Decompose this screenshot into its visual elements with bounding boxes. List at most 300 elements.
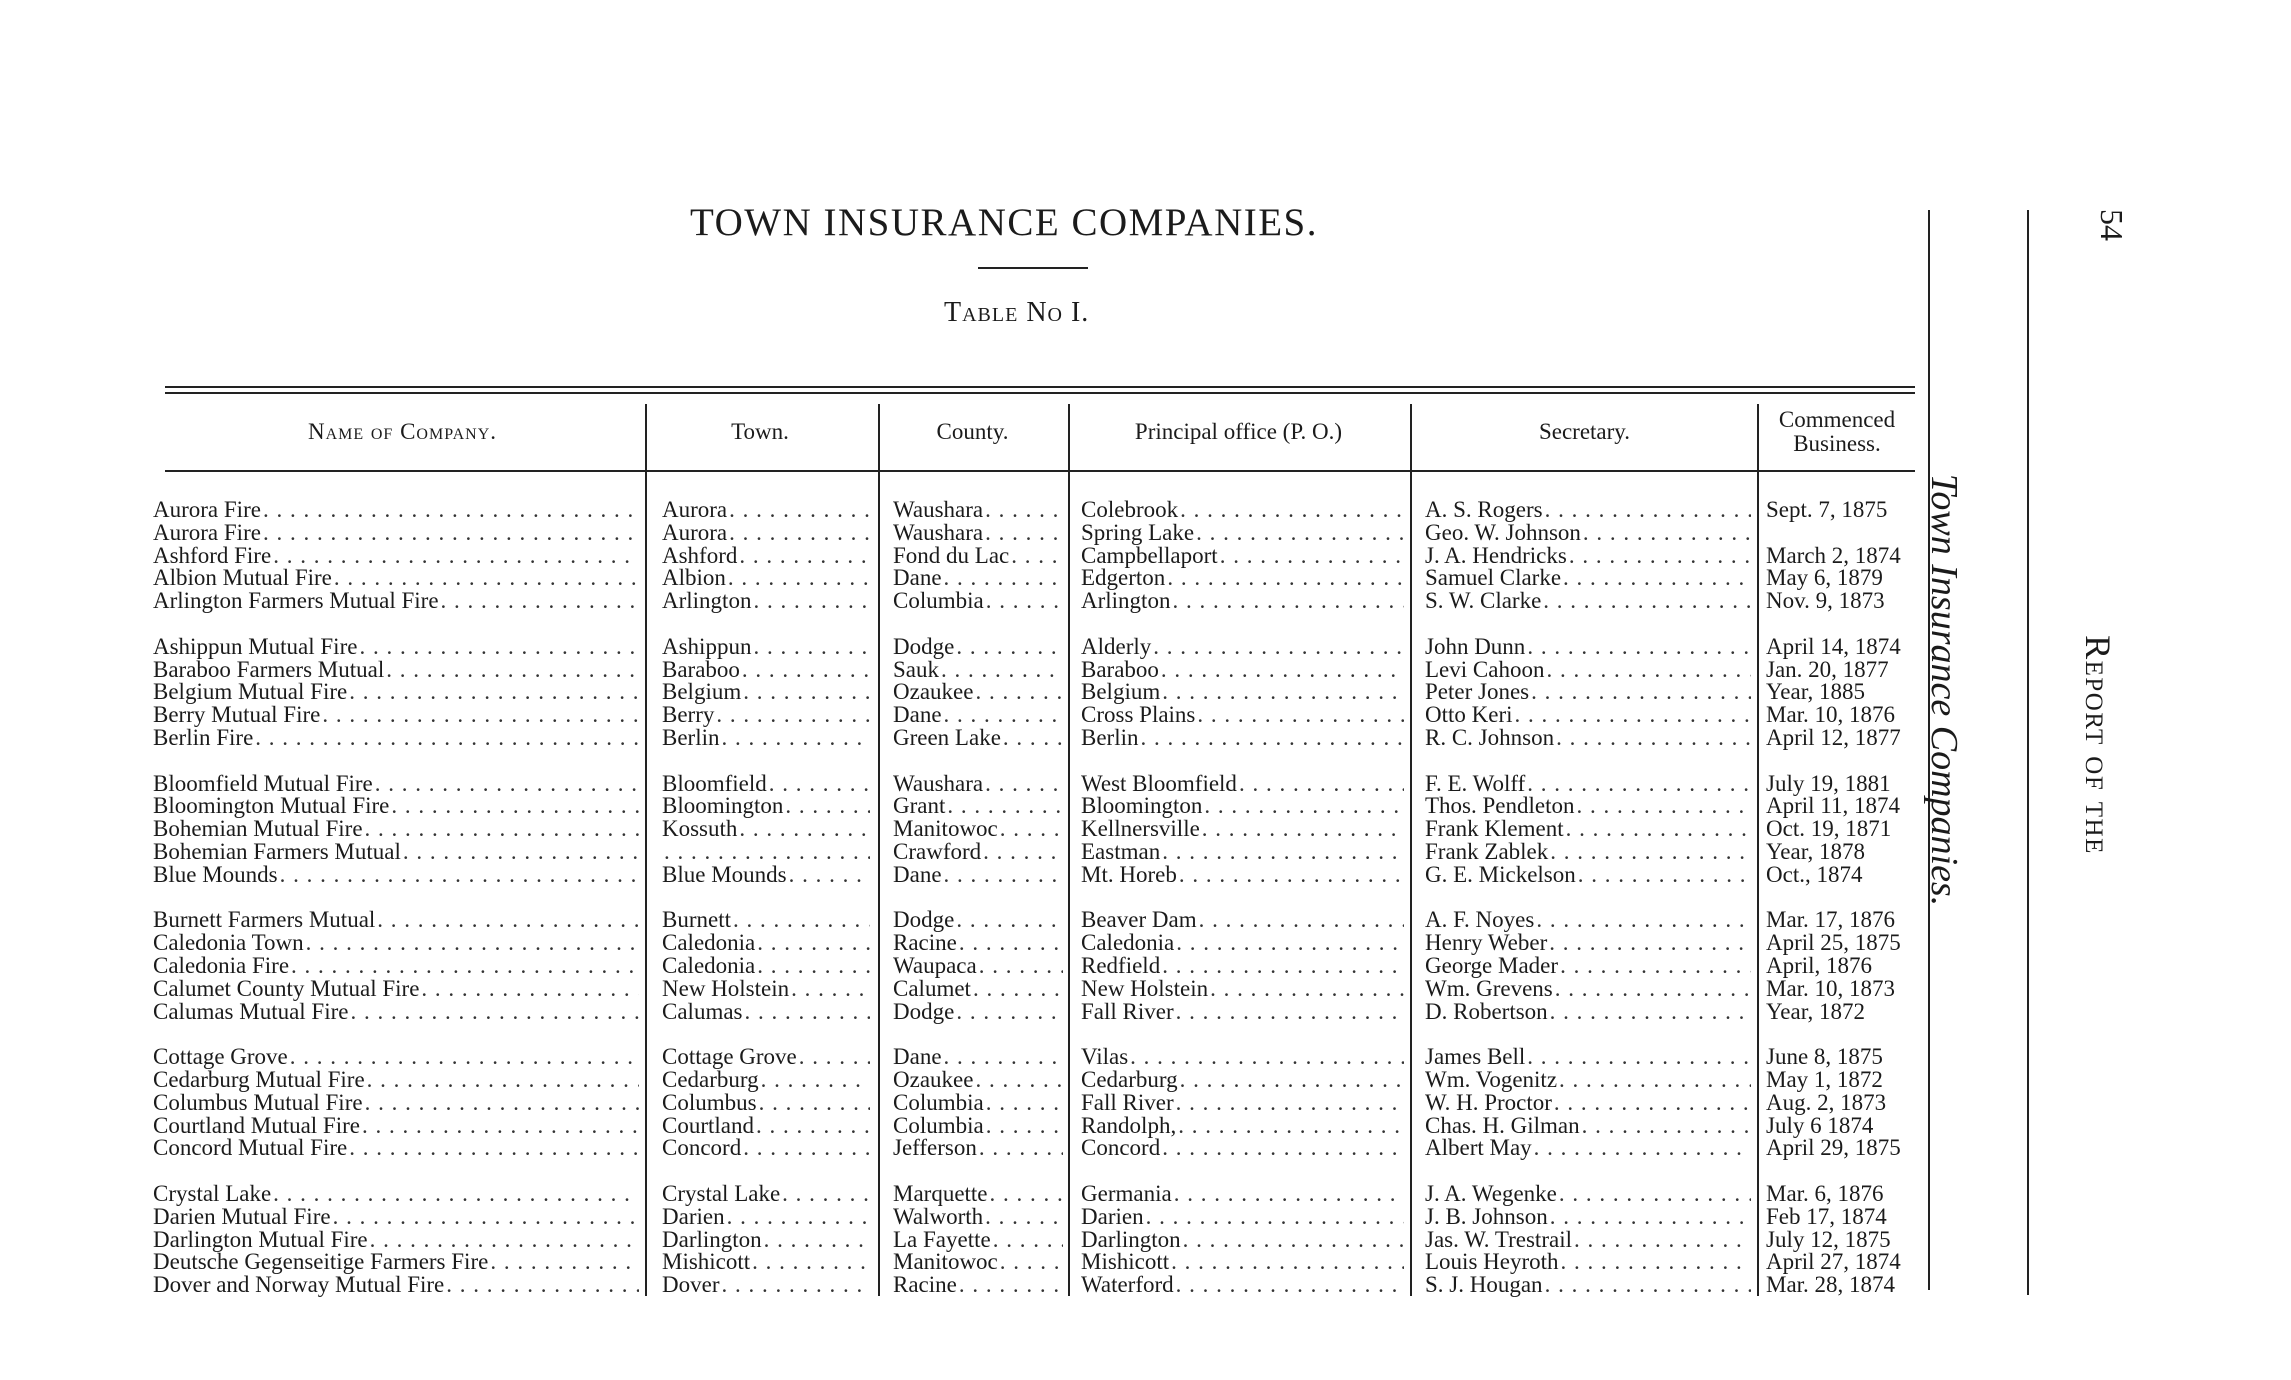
cell-commenced: April 14, 1874 xyxy=(1766,633,1901,659)
dot-leader xyxy=(362,1114,639,1137)
header-county: County. xyxy=(936,419,1009,444)
cell-text: Vilas xyxy=(1081,1044,1129,1070)
cell-text: W. H. Proctor xyxy=(1425,1089,1552,1115)
cell-name xyxy=(153,863,641,886)
cell-office xyxy=(1081,931,1406,954)
cell-text: Cottage Grove xyxy=(662,1044,797,1070)
dot-leader xyxy=(377,908,639,931)
cell-county xyxy=(893,680,1065,703)
cell-text: Blue Mounds xyxy=(153,861,278,887)
dot-leader xyxy=(1527,1045,1751,1068)
cell-text: Berry xyxy=(662,702,715,728)
dot-leader xyxy=(350,1000,639,1023)
dot-leader xyxy=(1172,589,1404,612)
cell-secretary xyxy=(1425,954,1753,977)
cell-office xyxy=(1081,726,1406,749)
cell-town xyxy=(662,1182,872,1205)
dot-leader xyxy=(716,703,870,726)
cell-text: Aurora Fire xyxy=(153,497,261,522)
dot-leader xyxy=(733,908,870,931)
cell-commenced: Feb 17, 1874 xyxy=(1766,1203,1887,1229)
cell-office xyxy=(1081,1205,1406,1228)
cell-name xyxy=(153,817,641,840)
dot-leader xyxy=(1546,658,1751,681)
cell-commenced: Year, 1872 xyxy=(1766,998,1865,1024)
cell-text: Darlington xyxy=(662,1226,762,1252)
cell-town xyxy=(662,658,872,681)
dot-leader xyxy=(1545,498,1751,521)
cell-office xyxy=(1081,1114,1406,1137)
cell-town xyxy=(662,544,872,567)
cell-commenced: May 1, 1872 xyxy=(1766,1067,1883,1092)
cell-text: Louis Heyroth xyxy=(1425,1249,1559,1275)
cell-office xyxy=(1081,589,1406,612)
cell-county xyxy=(893,931,1065,954)
cell-commenced: April 25, 1875 xyxy=(1766,930,1901,956)
header-commenced: Commenced Business. xyxy=(1778,407,1896,456)
dot-leader xyxy=(956,635,1063,658)
cell-text: Waterford xyxy=(1081,1272,1174,1298)
cell-text: Courtland xyxy=(662,1112,754,1138)
running-head: Report of the xyxy=(2078,635,2118,855)
dot-leader xyxy=(975,1068,1063,1091)
dot-leader xyxy=(403,840,639,863)
cell-secretary xyxy=(1425,1091,1753,1114)
dot-leader xyxy=(769,772,870,795)
dot-leader xyxy=(1536,908,1751,931)
cell-text: S. W. Clarke xyxy=(1425,588,1542,614)
cell-text: Darlington Mutual Fire xyxy=(153,1226,368,1252)
cell-commenced: April 29, 1875 xyxy=(1766,1135,1901,1161)
cell-commenced: April 27, 1874 xyxy=(1766,1249,1901,1275)
cell-text: New Holstein xyxy=(662,975,790,1001)
cell-county xyxy=(893,840,1065,863)
dot-leader xyxy=(1569,544,1751,567)
dot-leader xyxy=(1162,1136,1404,1159)
cell-town xyxy=(662,589,872,612)
dot-leader xyxy=(764,1228,870,1251)
dot-leader xyxy=(944,863,1063,886)
dot-leader xyxy=(1000,817,1063,840)
cell-text: Henry Weber xyxy=(1425,930,1548,956)
cell-town xyxy=(662,1114,872,1137)
cell-text: Dane xyxy=(893,565,942,591)
dot-leader xyxy=(944,1045,1063,1068)
cell-county xyxy=(893,1273,1065,1296)
cell-text: F. E. Wolff xyxy=(1425,770,1526,796)
dot-leader xyxy=(1176,931,1404,954)
dot-leader xyxy=(1003,726,1063,749)
dot-leader xyxy=(1582,1114,1751,1137)
dot-leader xyxy=(291,954,639,977)
cell-text: Ozaukee xyxy=(893,1067,974,1092)
cell-text: Manitowoc xyxy=(893,816,998,842)
dot-leader xyxy=(263,521,639,544)
column-divider xyxy=(645,404,647,1296)
cell-text: Caledonia Fire xyxy=(153,953,290,978)
cell-text: Jefferson xyxy=(893,1135,977,1161)
cell-office xyxy=(1081,840,1406,863)
dot-leader xyxy=(1153,635,1404,658)
cell-name xyxy=(153,544,641,567)
cell-text: Jas. W. Trestrail xyxy=(1425,1226,1572,1252)
dot-leader xyxy=(1180,498,1404,521)
cell-text: Mishicott xyxy=(1081,1249,1170,1275)
cell-county xyxy=(893,977,1065,1000)
cell-text: Bloomfield Mutual Fire xyxy=(153,770,373,796)
cell-commenced: Sept. 7, 1875 xyxy=(1766,497,1888,522)
cell-text: J. A. Wegenke xyxy=(1425,1181,1557,1206)
cell-text: Caledonia xyxy=(662,953,756,978)
cell-text: Crawford xyxy=(893,839,982,864)
cell-secretary xyxy=(1425,1000,1753,1023)
cell-text: Samuel Clarke xyxy=(1425,565,1562,591)
dot-leader xyxy=(782,1182,870,1205)
cell-commenced: July 12, 1875 xyxy=(1766,1226,1891,1252)
cell-secretary xyxy=(1425,1205,1753,1228)
dot-leader xyxy=(1550,1000,1751,1023)
cell-county xyxy=(893,1114,1065,1137)
cell-town xyxy=(662,954,872,977)
cell-text: Baraboo Farmers Mutual xyxy=(153,656,385,682)
dot-leader xyxy=(334,566,639,589)
cell-county xyxy=(893,544,1065,567)
header-secretary: Secretary. xyxy=(1538,419,1631,444)
cell-text: Cedarburg Mutual Fire xyxy=(153,1067,365,1092)
cell-town xyxy=(662,498,872,521)
cell-text: John Dunn xyxy=(1425,633,1526,659)
cell-name xyxy=(153,772,641,795)
dot-leader xyxy=(1141,726,1405,749)
cell-office xyxy=(1081,521,1406,544)
cell-text: G. E. Mickelson xyxy=(1425,861,1576,887)
dot-leader xyxy=(757,954,870,977)
cell-text: Waushara xyxy=(893,770,984,796)
cell-county xyxy=(893,635,1065,658)
dot-leader xyxy=(1559,1068,1751,1091)
cell-text: Waushara xyxy=(893,519,984,545)
cell-commenced: Year, 1878 xyxy=(1766,839,1865,864)
cell-name xyxy=(153,1091,641,1114)
dot-leader xyxy=(1561,1250,1751,1273)
cell-secretary xyxy=(1425,794,1753,817)
dot-leader xyxy=(1197,703,1404,726)
cell-text: Grant xyxy=(893,793,946,819)
cell-commenced: May 6, 1879 xyxy=(1766,565,1883,591)
cell-office xyxy=(1081,1228,1406,1251)
cell-text: Racine xyxy=(893,1272,957,1298)
cell-office xyxy=(1081,1000,1406,1023)
dot-leader xyxy=(280,863,639,886)
cell-text: Belgium xyxy=(662,679,742,705)
column-divider xyxy=(1068,404,1070,1296)
cell-commenced: June 8, 1875 xyxy=(1766,1044,1883,1070)
cell-town xyxy=(662,521,872,544)
dot-leader xyxy=(1130,1045,1404,1068)
cell-text: Bloomington xyxy=(662,793,784,819)
cell-name xyxy=(153,498,641,521)
cell-text: Waushara xyxy=(893,497,984,522)
dot-leader xyxy=(1543,589,1751,612)
dot-leader xyxy=(753,589,870,612)
dot-leader xyxy=(1566,817,1751,840)
dot-leader xyxy=(752,1250,870,1273)
cell-text: Calumas Mutual Fire xyxy=(153,998,349,1024)
cell-office xyxy=(1081,794,1406,817)
cell-name xyxy=(153,1182,641,1205)
cell-commenced: April 11, 1874 xyxy=(1766,793,1900,819)
cell-text: Concord xyxy=(662,1135,742,1161)
cell-name xyxy=(153,703,641,726)
dot-leader xyxy=(959,1273,1063,1296)
dot-leader xyxy=(263,498,639,521)
cell-text: Campbellaport xyxy=(1081,542,1218,568)
page-frame-line xyxy=(2027,210,2029,1295)
cell-name xyxy=(153,977,641,1000)
cell-commenced: July 19, 1881 xyxy=(1766,770,1891,796)
cell-office xyxy=(1081,566,1406,589)
dot-leader xyxy=(1239,772,1404,795)
cell-text: Edgerton xyxy=(1081,565,1166,591)
cell-text: Bloomington Mutual Fire xyxy=(153,793,390,819)
dot-leader xyxy=(349,1136,639,1159)
cell-county xyxy=(893,1205,1065,1228)
dot-leader xyxy=(743,1136,870,1159)
dot-leader xyxy=(1204,794,1404,817)
dot-leader xyxy=(1174,1182,1404,1205)
cell-town xyxy=(662,977,872,1000)
cell-secretary xyxy=(1425,977,1753,1000)
dot-leader xyxy=(979,954,1063,977)
cell-text: A. S. Rogers xyxy=(1425,497,1543,522)
dot-leader xyxy=(745,1000,871,1023)
cell-text: Ashford Fire xyxy=(153,542,272,568)
cell-text: Ozaukee xyxy=(893,679,974,705)
cell-name xyxy=(153,840,641,863)
cell-text: Dodge xyxy=(893,633,955,659)
cell-office xyxy=(1081,544,1406,567)
cell-commenced: Oct., 1874 xyxy=(1766,861,1863,887)
dot-leader xyxy=(322,703,639,726)
cell-text: James Bell xyxy=(1425,1044,1526,1070)
cell-name xyxy=(153,521,641,544)
dot-leader xyxy=(743,680,870,703)
cell-office xyxy=(1081,1045,1406,1068)
cell-commenced: Mar. 10, 1873 xyxy=(1766,975,1896,1001)
cell-town xyxy=(662,817,872,840)
cell-secretary xyxy=(1425,863,1753,886)
dot-leader xyxy=(490,1250,639,1273)
dot-leader xyxy=(365,817,639,840)
cell-office xyxy=(1081,908,1406,931)
cell-text: Albert May xyxy=(1425,1135,1532,1161)
cell-town xyxy=(662,1250,872,1273)
cell-text: Fond du Lac xyxy=(893,542,1010,568)
cell-name xyxy=(153,1000,641,1023)
cell-text: Peter Jones xyxy=(1425,679,1530,705)
cell-county xyxy=(893,703,1065,726)
cell-secretary xyxy=(1425,908,1753,931)
dot-leader xyxy=(1183,1228,1404,1251)
cell-county xyxy=(893,566,1065,589)
cell-name xyxy=(153,1068,641,1091)
dot-leader xyxy=(1146,1205,1404,1228)
cell-text: Frank Zablek xyxy=(1425,839,1549,864)
cell-text: Ashippun xyxy=(662,633,752,659)
cell-county xyxy=(893,1228,1065,1251)
cell-secretary xyxy=(1425,1114,1753,1137)
cell-office xyxy=(1081,1250,1406,1273)
table-top-rule xyxy=(165,386,1915,388)
dot-leader xyxy=(959,931,1063,954)
cell-text: Burnett xyxy=(662,907,731,933)
cell-commenced: Mar. 17, 1876 xyxy=(1766,907,1896,933)
cell-office xyxy=(1081,635,1406,658)
cell-text: Arlington xyxy=(1081,588,1171,614)
dot-leader xyxy=(1559,1182,1751,1205)
dot-leader xyxy=(1534,1136,1751,1159)
cell-text: Concord Mutual Fire xyxy=(153,1135,348,1161)
dot-leader xyxy=(1583,521,1751,544)
cell-town xyxy=(662,1000,872,1023)
cell-county xyxy=(893,908,1065,931)
cell-text: Belgium Mutual Fire xyxy=(153,679,348,705)
dot-leader xyxy=(273,544,639,567)
cell-text: Columbia xyxy=(893,1112,984,1138)
cell-town xyxy=(662,1205,872,1228)
dot-leader xyxy=(1162,840,1404,863)
cell-text: Bloomfield xyxy=(662,770,767,796)
dot-leader xyxy=(983,840,1063,863)
dot-leader xyxy=(789,863,870,886)
cell-office xyxy=(1081,703,1406,726)
cell-secretary xyxy=(1425,589,1753,612)
cell-text: Caledonia Town xyxy=(153,930,304,956)
cell-text: Darien Mutual Fire xyxy=(153,1203,331,1229)
dot-leader xyxy=(791,977,870,1000)
cell-text: Fall River xyxy=(1081,1089,1174,1115)
cell-office xyxy=(1081,772,1406,795)
cell-text: Thos. Pendleton xyxy=(1425,793,1575,819)
dot-leader xyxy=(1199,908,1404,931)
cell-text: Caledonia xyxy=(662,930,756,956)
cell-secretary xyxy=(1425,772,1753,795)
cell-text: Kellnersville xyxy=(1081,816,1200,842)
cell-town xyxy=(662,863,872,886)
dot-leader xyxy=(757,931,870,954)
cell-text: Cedarburg xyxy=(662,1067,759,1092)
cell-text: Green Lake xyxy=(893,725,1001,750)
dot-leader xyxy=(739,544,870,567)
cell-text: Frank Klement xyxy=(1425,816,1564,842)
dot-leader xyxy=(729,498,870,521)
dot-leader xyxy=(727,1205,870,1228)
cell-county xyxy=(893,794,1065,817)
cell-text: Burnett Farmers Mutual xyxy=(153,907,376,933)
dot-leader xyxy=(386,658,639,681)
dot-leader xyxy=(255,726,639,749)
dot-leader xyxy=(391,794,639,817)
cell-text: George Mader xyxy=(1425,953,1559,978)
cell-text: La Fayette xyxy=(893,1226,991,1252)
dot-leader xyxy=(1577,794,1752,817)
header-bottom-rule xyxy=(165,470,1915,472)
cell-commenced: Mar. 10, 1876 xyxy=(1766,702,1896,728)
cell-town xyxy=(662,908,872,931)
cell-text: Blue Mounds xyxy=(662,861,787,887)
cell-town xyxy=(662,1045,872,1068)
cell-name xyxy=(153,635,641,658)
cell-text: Belgium xyxy=(1081,679,1161,705)
dot-leader xyxy=(975,680,1063,703)
cell-county xyxy=(893,498,1065,521)
cell-secretary xyxy=(1425,726,1753,749)
dot-leader xyxy=(728,566,870,589)
cell-text: Caledonia xyxy=(1081,930,1175,956)
cell-name xyxy=(153,1136,641,1159)
cell-text: Columbus Mutual Fire xyxy=(153,1089,363,1115)
dot-leader xyxy=(1549,931,1751,954)
cell-town xyxy=(662,703,872,726)
cell-text: Albion xyxy=(662,565,726,591)
cell-secretary xyxy=(1425,1273,1753,1296)
cell-town xyxy=(662,1273,872,1296)
cell-name xyxy=(153,908,641,931)
dot-leader xyxy=(759,1091,870,1114)
cell-text: Baraboo xyxy=(1081,656,1159,682)
cell-text: Bloomington xyxy=(1081,793,1203,819)
cell-name xyxy=(153,680,641,703)
dot-leader xyxy=(986,1091,1063,1114)
dot-leader xyxy=(1202,817,1404,840)
cell-text: Arlington Farmers Mutual Fire xyxy=(153,588,439,614)
dot-leader xyxy=(1161,658,1404,681)
cell-commenced: Mar. 6, 1876 xyxy=(1766,1181,1884,1206)
dot-leader xyxy=(986,589,1063,612)
cell-text: Darien xyxy=(1081,1203,1144,1229)
dot-leader xyxy=(993,1228,1063,1251)
dot-leader xyxy=(1176,1000,1404,1023)
cell-office xyxy=(1081,658,1406,681)
cell-office xyxy=(1081,498,1406,521)
cell-text: Aurora Fire xyxy=(153,519,261,545)
dot-leader xyxy=(1011,544,1063,567)
dot-leader xyxy=(941,658,1063,681)
cell-text: Columbia xyxy=(893,588,984,614)
dot-leader xyxy=(365,1091,639,1114)
cell-text: Columbus xyxy=(662,1089,757,1115)
page-number: 54 xyxy=(2094,209,2130,241)
cell-office xyxy=(1081,1182,1406,1205)
dot-leader xyxy=(729,521,870,544)
dot-leader xyxy=(273,1182,639,1205)
cell-commenced: April 12, 1877 xyxy=(1766,725,1901,750)
cell-text: Arlington xyxy=(662,588,752,614)
cell-commenced: Year, 1885 xyxy=(1766,679,1865,705)
dot-leader xyxy=(944,703,1063,726)
title-divider xyxy=(978,267,1088,269)
cell-text: Dane xyxy=(893,702,942,728)
cell-text: Berry Mutual Fire xyxy=(153,702,321,728)
cell-name xyxy=(153,954,641,977)
cell-office xyxy=(1081,1091,1406,1114)
cell-commenced: Mar. 28, 1874 xyxy=(1766,1272,1896,1298)
cell-secretary xyxy=(1425,544,1753,567)
dot-leader xyxy=(1171,1250,1404,1273)
dot-leader xyxy=(973,977,1063,1000)
dot-leader xyxy=(1162,954,1404,977)
cell-name xyxy=(153,1205,641,1228)
